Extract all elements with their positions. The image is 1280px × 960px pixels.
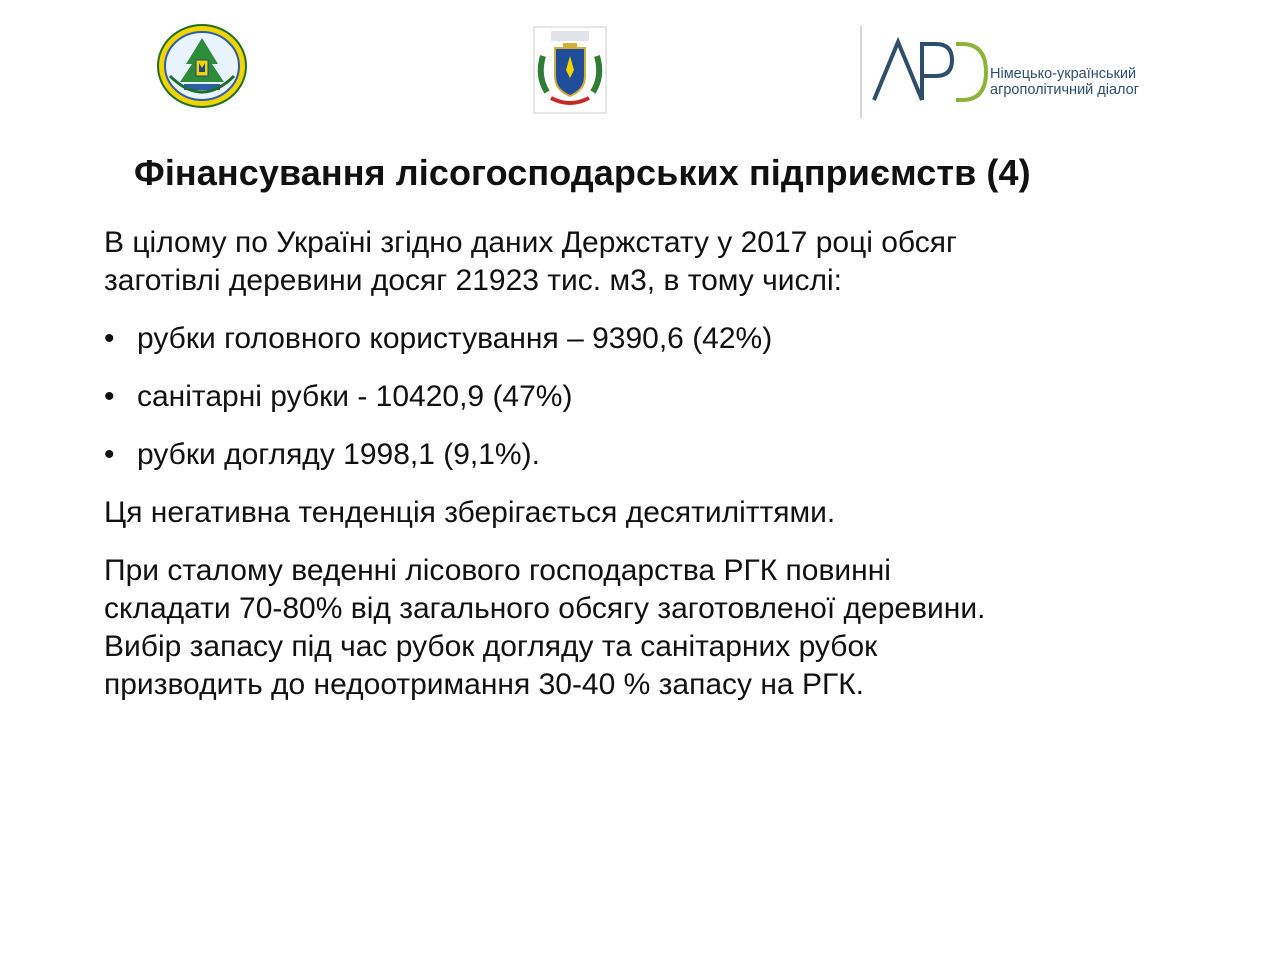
apd-caption-line1: Німецько-український xyxy=(990,66,1137,82)
university-emblem-logo xyxy=(156,24,248,108)
conclusion-line-4: призводить до недоотримання 30-40 % запасу на РГК. xyxy=(104,668,865,701)
conclusion-line-2: складати 70-80% від загального обсягу заготовленої деревини. xyxy=(104,592,986,625)
apd-logo xyxy=(860,26,1160,118)
conclusion-paragraph xyxy=(104,552,1224,704)
slide-title: Фінансування лісогосподарських підприємств (4) xyxy=(134,152,1031,193)
apd-lettermark xyxy=(870,36,988,113)
bullet-item xyxy=(104,320,1224,358)
conclusion-line-1: При сталому веденні лісового господарства РГК повинні xyxy=(104,554,891,587)
apd-caption-line2: агрополітичний діалог xyxy=(990,82,1140,98)
apd-caption xyxy=(990,66,1139,98)
bullet-text: рубки головного користування – 9390,6 (42%) xyxy=(137,322,773,355)
bullet-item xyxy=(104,436,1224,474)
bullet-marker: • xyxy=(104,322,115,355)
bullet-marker: • xyxy=(104,380,115,413)
slide-body xyxy=(104,224,1224,704)
trend-paragraph: Ця негативна тенденція зберігається десятиліттями. xyxy=(104,496,836,529)
bullet-item xyxy=(104,378,1224,416)
logo-divider xyxy=(860,26,862,118)
intro-line-2: заготівлі деревини досяг 21923 тис. м3, в тому числі: xyxy=(104,264,842,297)
bullet-text: санітарні рубки - 10420,9 (47%) xyxy=(137,380,573,413)
bullet-marker: • xyxy=(104,438,115,471)
conclusion-line-3: Вибір запасу під час рубок догляду та санітарних рубок xyxy=(104,630,878,663)
intro-paragraph xyxy=(104,224,1224,300)
coat-of-arms-logo xyxy=(533,26,607,114)
bullet-text: рубки догляду 1998,1 (9,1%). xyxy=(137,438,540,471)
intro-line-1: В цілому по Україні згідно даних Держстату у 2017 році обсяг xyxy=(104,226,957,259)
